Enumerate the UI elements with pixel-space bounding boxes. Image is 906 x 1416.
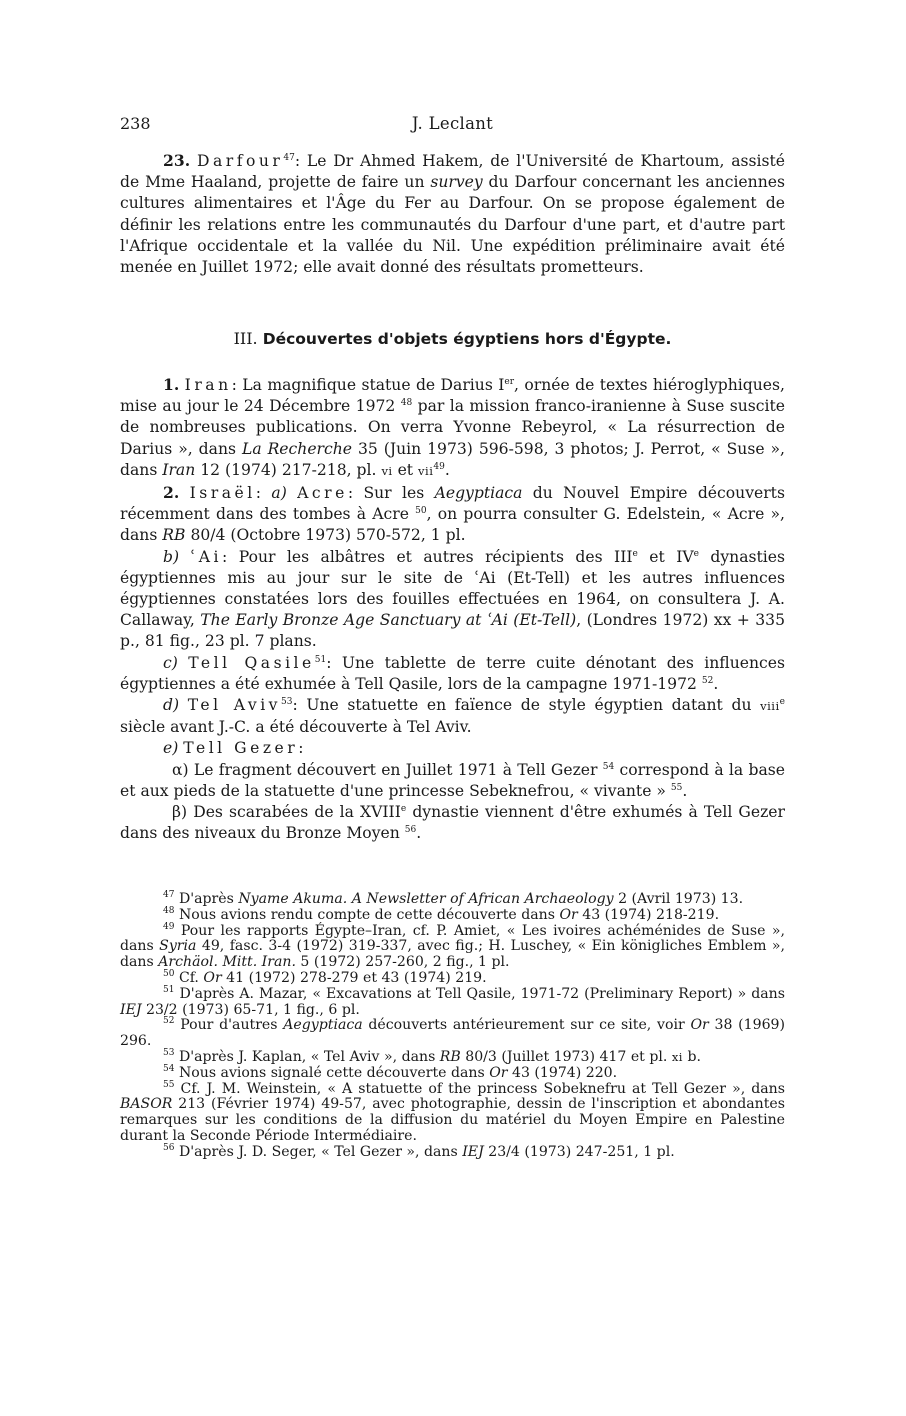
text-run: Nous avions rendu compte de cette découverte dans <box>178 906 560 923</box>
text-run: Or <box>489 1064 508 1081</box>
text-run: D'après A. Mazar, « Excavations at Tell Qasile, 1971-72 (Preliminary Report) » dans <box>179 985 785 1002</box>
text-run: Nyame Akuma. A Newsletter of African Archaeology <box>238 891 614 907</box>
item-number: 23. <box>163 151 191 170</box>
paragraph-israel <box>120 482 785 547</box>
superscript: 51 <box>163 984 175 995</box>
text-run: viii <box>760 699 780 714</box>
sub-item-label: Acre <box>297 484 348 503</box>
text-run: , (Londres 1972) xx + 335 p., 81 fig., 23 pl. 7 plans. <box>120 611 785 651</box>
text-run: Or <box>690 1017 709 1034</box>
text-run: 12 (1974) 217-218, pl. <box>195 460 382 479</box>
text-run: RB <box>439 1048 461 1065</box>
text-run: vii <box>418 463 434 478</box>
sub-item-label: Tel Aviv <box>187 696 281 715</box>
superscript: 56 <box>163 1142 175 1153</box>
text-run: e) <box>163 739 179 758</box>
section-title: Découvertes d'objets égyptiens hors d'Égypte. <box>262 330 672 348</box>
text-run: b) <box>163 547 180 566</box>
footnote <box>120 1018 785 1050</box>
item-label: Darfour <box>196 152 284 170</box>
text-run: D'après J. Kaplan, « Tel Aviv », dans <box>178 1048 440 1065</box>
text-run: du Nouvel Empire découverts récemment dans des tombes à Acre <box>120 484 785 524</box>
text-run: . <box>444 460 450 479</box>
paragraph-gezer-beta <box>120 802 785 844</box>
text-run: 2 (Avril 1973) 13. <box>613 891 744 907</box>
section-body <box>120 374 785 844</box>
text-run: RB <box>162 526 186 545</box>
superscript: er <box>504 377 515 387</box>
footnote <box>120 1063 785 1082</box>
text-run: : La magnifique statue de Darius I <box>231 376 505 394</box>
text-run: . <box>713 674 719 693</box>
text-run: Cf. <box>178 969 204 986</box>
text-run: , on pourra consulter G. Edelstein, « Acre », dans <box>120 505 785 545</box>
text-run: dynastie viennent d'être exhumés à Tell Gezer dans des niveaux du Bronze Moyen <box>120 803 785 843</box>
text-run: 38 (1969) 296. <box>120 1017 786 1050</box>
text-run: Des scarabées de la XVIII <box>187 803 401 822</box>
footnote-ref: 55 <box>670 782 683 793</box>
footnote-ref: 50 <box>415 506 427 517</box>
superscript: 49 <box>163 921 175 932</box>
text-run: dynasties égyptiennes mis au jour sur le site de ʿAi (Et-Tell) et les autres influences égyptiennes constatées lors des fouilles effectuées en 1964, on consultera J. A. Callaway, <box>120 547 785 630</box>
text-run: La Recherche <box>241 439 353 458</box>
superscript: 54 <box>163 1063 175 1074</box>
text-run: a) <box>271 484 287 503</box>
text-run: xi <box>671 1049 683 1064</box>
text-run: 80/3 (Juillet 1973) 417 et pl. <box>460 1048 672 1065</box>
text-run: siècle avant J.-C. a été découverte à Tel Aviv. <box>120 718 472 737</box>
text-run: survey <box>430 173 483 192</box>
text-run: Or <box>559 906 578 923</box>
text-run: 80/4 (Octobre 1973) 570-572, 1 pl. <box>185 526 466 545</box>
section-numeral: III. <box>233 329 258 348</box>
text-run: , ornée de textes hiéroglyphiques, mise au jour le 24 Décembre 1972 <box>120 376 785 416</box>
text-run: b. <box>682 1048 701 1065</box>
text-run: . <box>416 824 422 843</box>
text-run: The Early Bronze Age Sanctuary at ʿAi (Et-Tell) <box>200 611 577 630</box>
text-run: : Une statuette en faïence de style égyptien datant du <box>292 696 761 715</box>
paragraph-iran <box>120 374 785 482</box>
footnote-ref: 54 <box>602 761 615 772</box>
text-run: 1. <box>163 375 180 394</box>
item-label: Iran <box>184 376 232 394</box>
paragraph-ai <box>120 547 785 653</box>
text-run: Or <box>203 969 222 986</box>
footnote <box>120 1142 785 1161</box>
text-run: 43 (1974) 220. <box>507 1064 618 1081</box>
text-run: correspond à la base et aux pieds de la statuette d'une princesse Sebeknefrou, « vivante » <box>120 760 785 800</box>
text-run: BASOR <box>120 1096 173 1113</box>
text-run: Aegyptiaca <box>283 1017 363 1034</box>
text-run: D'après <box>178 891 239 907</box>
paragraph-qasile <box>120 653 785 695</box>
footnote <box>120 968 785 987</box>
item-label: Israël <box>189 484 256 503</box>
text-run: 23/2 (1973) 65-71, 1 fig., 6 pl. <box>141 1001 360 1018</box>
text-run: par la mission franco-iranienne à Suse suscite de nombreuses publications. On verra Yvonne Rebeyrol, « La résurrection de Darius », dans <box>120 397 785 458</box>
text-run: 35 (Juin 1973) 596-598, 3 photos; J. Perrot, « Suse », dans <box>120 439 786 479</box>
superscript: e <box>632 548 638 559</box>
footnotes <box>120 892 785 1161</box>
text-run: 2. <box>163 483 180 503</box>
text-run: β) <box>172 803 188 822</box>
paragraph-text <box>120 150 785 278</box>
footnote <box>120 921 786 971</box>
text-run: Cf. J. M. Weinstein, « A statuette of the princess Sobeknefru at Tell Gezer », dans <box>180 1080 785 1097</box>
superscript: e <box>400 804 407 815</box>
text-run: Iran <box>162 460 196 479</box>
superscript: 47 <box>163 890 175 900</box>
text-run: . <box>682 781 688 800</box>
superscript: 50 <box>163 968 175 979</box>
text-run: Pour d'autres <box>180 1017 284 1034</box>
footnote <box>120 1079 785 1145</box>
text-run: D'après J. D. Seger, « Tel Gezer », dans <box>178 1143 463 1160</box>
text-run: : <box>298 739 304 758</box>
superscript: 52 <box>163 1016 175 1027</box>
page-number: 238 <box>120 114 151 133</box>
superscript: 53 <box>163 1047 175 1058</box>
text-run: et <box>392 460 419 479</box>
text-run: Le fragment découvert en Juillet 1971 à Tell Gezer <box>188 760 603 779</box>
footnote-ref: 51 <box>314 654 327 665</box>
paragraph-tel-aviv <box>120 695 785 738</box>
footnote-ref: 47 <box>283 153 295 163</box>
text-run: Pour les rapports Égypte–Iran, cf. P. Amiet, « Les ivoires achéménides de Suse », dans <box>120 922 786 955</box>
paragraph-gezer-heading <box>120 738 785 759</box>
paragraph-darfour <box>120 150 785 278</box>
text-run: 213 (Février 1974) 49-57, avec photographie, dessin de l'inscription et abondantes remarques sur les conditions de la diffusion du matériel du Moyen Empire en Palestine durant la Seconde Période Intermédiaire. <box>120 1096 785 1144</box>
text-run: 49, fasc. 3-4 (1972) 319-337, avec fig.; H. Luschey, « Ein königliches Emblem », dans <box>120 938 785 971</box>
footnote-ref: 56 <box>404 825 417 836</box>
text-run: Aegyptiaca <box>434 484 523 503</box>
footnote <box>120 1047 785 1066</box>
superscript: e <box>779 697 785 708</box>
section-heading <box>120 329 785 348</box>
text-run: α) <box>172 760 189 779</box>
superscript: 55 <box>163 1079 175 1090</box>
text-run: d) <box>163 696 180 715</box>
text-run: : <box>255 484 262 503</box>
sub-item-label: Tell Gezer <box>183 739 299 758</box>
running-title: J. Leclant <box>411 114 494 133</box>
footnote <box>120 892 785 908</box>
text-run: IEJ <box>120 1001 142 1018</box>
text-run: : Une tablette de terre cuite dénotant des influences égyptiennes a été exhumée à Tell Qasile, lors de la campagne 1971-1972 <box>120 653 785 693</box>
text-run: : Sur les <box>347 484 435 503</box>
text-run: 41 (1972) 278-279 et 43 (1974) 219. <box>221 969 487 986</box>
text-run: Syria <box>159 938 197 955</box>
footnote-ref: 49 <box>433 461 445 472</box>
running-header <box>120 114 785 136</box>
text-run: Nous avions signalé cette découverte dans <box>178 1064 490 1081</box>
superscript: 48 <box>163 905 175 916</box>
footnote <box>120 905 785 924</box>
text-run: : Le Dr Ahmed Hakem, de l'Université de Khartoum, assisté de Mme Haaland, projette de faire un <box>120 152 785 192</box>
text-run: : Pour les albâtres et autres récipients des III <box>222 547 633 566</box>
superscript: e <box>693 548 699 559</box>
text-run: du Darfour concernant les anciennes cultures alimentaires et l'Âge du Fer au Darfour. On se propose également de définir les relations entre les communautés du Darfour d'une part, et d'autre part l'Afrique occidentale et la vallée du Nil. Une expédition préliminaire avait été menée en Juillet 1972; elle avait donné des résultats prometteurs. <box>120 173 785 277</box>
footnote-ref: 48 <box>400 398 413 409</box>
text-run: 23/4 (1973) 247-251, 1 pl. <box>483 1143 675 1160</box>
text-run: 43 (1974) 218-219. <box>577 906 720 923</box>
text-run: et IV <box>637 547 694 566</box>
text-run: 5 (1972) 257-260, 2 fig., 1 pl. <box>295 954 510 971</box>
sub-item-label: ʿAi <box>190 547 223 566</box>
text-run: vi <box>381 463 393 478</box>
text-run: découverts antérieurement sur ce site, voir <box>362 1017 691 1034</box>
footnote <box>120 984 785 1019</box>
text-run: c) <box>163 653 178 672</box>
text-run: Archäol. Mitt. Iran. <box>158 954 296 971</box>
footnote-ref: 53 <box>281 697 293 708</box>
paragraph-gezer-alpha <box>120 760 785 802</box>
footnote-ref: 52 <box>701 675 714 686</box>
text-run: IEJ <box>462 1143 484 1160</box>
sub-item-label: Tell Qasile <box>188 653 315 672</box>
